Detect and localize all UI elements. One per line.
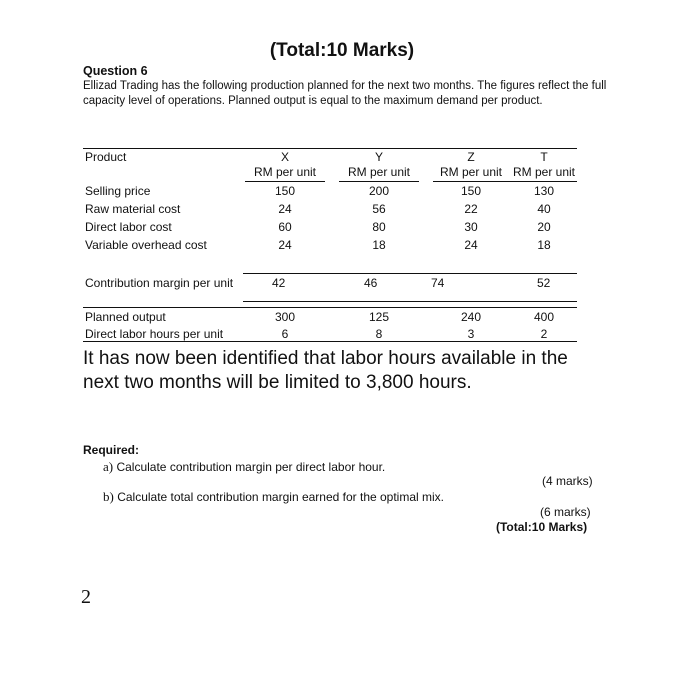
page-title: (Total:10 Marks) <box>269 40 415 61</box>
planned-output-y: 125 <box>368 310 390 324</box>
item-a-text: Calculate contribution margin per direct labor hour. <box>116 460 386 474</box>
direct-labor-z: 30 <box>464 220 478 234</box>
page-number: 2 <box>81 586 91 608</box>
row-label-planned-output: Planned output <box>85 310 166 324</box>
planned-output-t: 400 <box>533 310 555 324</box>
labor-hours-x: 6 <box>281 327 289 341</box>
total-marks: (Total:10 Marks) <box>496 520 588 534</box>
selling-price-y: 200 <box>368 184 390 198</box>
header-rule-zt <box>433 181 577 182</box>
labor-hours-z: 3 <box>467 327 475 341</box>
contribution-margin-x: 42 <box>272 276 286 290</box>
column-header-y: Y <box>374 150 383 164</box>
column-unit-z: RM per unit <box>439 165 503 179</box>
header-rule-x <box>245 181 325 182</box>
column-unit-y: RM per unit <box>347 165 411 179</box>
selling-price-x: 150 <box>274 184 296 198</box>
header-rule-y <box>339 181 419 182</box>
item-b-marker: b) <box>103 489 114 504</box>
variable-overhead-z: 24 <box>464 238 478 252</box>
required-heading: Required: <box>83 443 140 457</box>
planned-output-z: 240 <box>460 310 482 324</box>
raw-material-t: 40 <box>537 202 551 216</box>
raw-material-z: 22 <box>464 202 478 216</box>
direct-labor-y: 80 <box>372 220 386 234</box>
column-unit-t: RM per unit <box>512 165 576 179</box>
column-header-z: Z <box>467 150 475 164</box>
direct-labor-t: 20 <box>537 220 551 234</box>
row-label-contribution-margin: Contribution margin per unit <box>85 276 234 290</box>
item-a-marker: a) <box>103 459 114 474</box>
planned-output-x: 300 <box>274 310 296 324</box>
column-header-x: X <box>280 150 289 164</box>
labor-limit-note: It has now been identified that labor hours available in the next two months will be limited to 3,800 hours. <box>83 348 568 393</box>
direct-labor-x: 60 <box>278 220 292 234</box>
row-label-variable-overhead: Variable overhead cost <box>85 238 207 252</box>
variable-overhead-x: 24 <box>278 238 292 252</box>
column-header-t: T <box>540 150 548 164</box>
item-b-marks: (6 marks) <box>540 505 591 519</box>
variable-overhead-y: 18 <box>372 238 386 252</box>
row-label-direct-labor: Direct labor cost <box>85 220 172 234</box>
selling-price-z: 150 <box>460 184 482 198</box>
variable-overhead-t: 18 <box>537 238 551 252</box>
contribution-margin-y: 46 <box>364 276 378 290</box>
product-header: Product <box>85 150 127 164</box>
table-top-rule <box>83 148 577 149</box>
item-a-marks: (4 marks) <box>542 474 593 488</box>
raw-material-x: 24 <box>278 202 292 216</box>
question-heading: Question 6 <box>83 64 148 78</box>
contribution-bottom-rule <box>243 301 577 302</box>
required-item-b <box>103 489 444 505</box>
selling-price-t: 130 <box>533 184 555 198</box>
item-b-text: Calculate total contribution margin earned for the optimal mix. <box>117 490 445 504</box>
contribution-margin-z: 74 <box>431 276 445 290</box>
contribution-margin-t: 52 <box>537 276 551 290</box>
labor-hours-t: 2 <box>540 327 548 341</box>
contribution-top-rule <box>243 273 577 274</box>
raw-material-y: 56 <box>372 202 386 216</box>
output-bottom-rule <box>83 341 577 342</box>
output-top-rule <box>83 307 577 308</box>
row-label-labor-hours: Direct labor hours per unit <box>85 327 224 341</box>
question-intro: Ellizad Trading has the following production planned for the next two months. The figures reflect the full capacity level of operations. Planned output is equal to the maximum demand per product. <box>83 80 607 107</box>
required-item-a <box>103 459 385 475</box>
row-label-selling-price: Selling price <box>85 184 151 198</box>
labor-hours-y: 8 <box>375 327 383 341</box>
column-unit-x: RM per unit <box>253 165 317 179</box>
row-label-raw-material: Raw material cost <box>85 202 181 216</box>
